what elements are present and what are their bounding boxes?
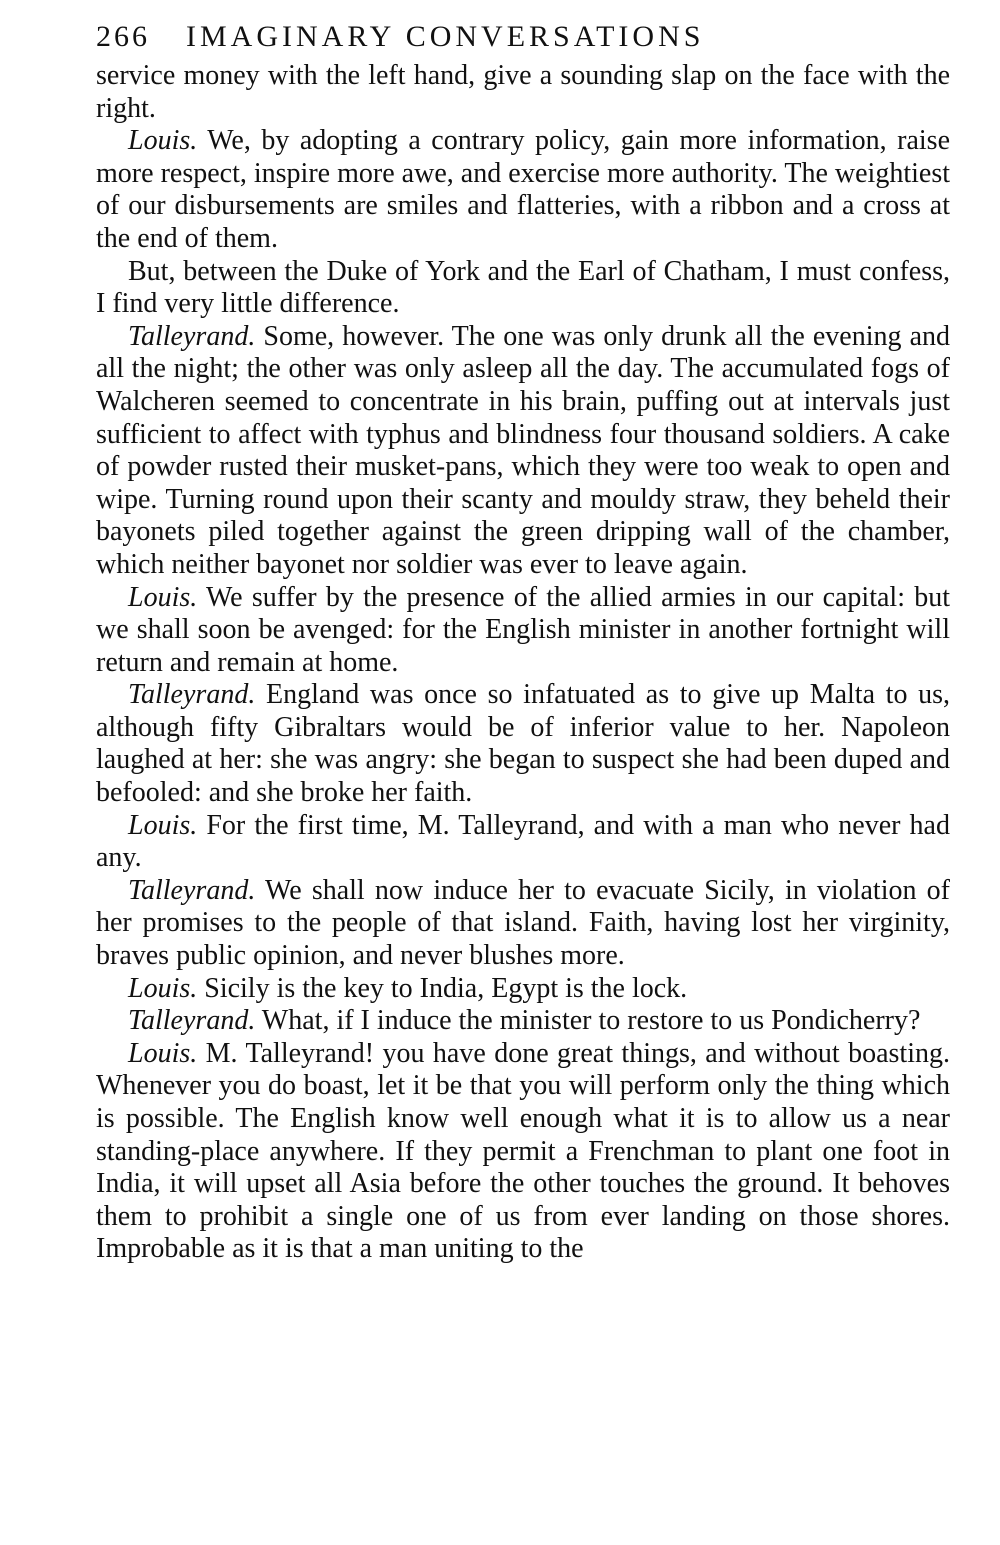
paragraph bbox=[96, 125, 950, 255]
speaker-name: Louis. bbox=[128, 581, 198, 613]
page-number: 266 bbox=[96, 20, 150, 53]
paragraph bbox=[96, 679, 950, 809]
running-header bbox=[96, 14, 950, 60]
paragraph-text: Some, however. The one was only drunk all the evening and all the night; the other was only asleep all the day. The accumulated fogs of Walcheren seemed to concentrate in his brain, puffing out at intervals just sufficient to affect with typhus and blindness four thousand soldiers. A cake of powder rusted their musket-pans, which they were too weak to open and wipe. Turning round upon their scanty and mouldy straw, they beheld their bayonets piled together against the green dripping wall of the chamber, which neither bayonet nor soldier was ever to leave again. bbox=[96, 320, 950, 580]
paragraph-text: For the first time, M. Talleyrand, and with a man who never had any. bbox=[96, 809, 950, 874]
speaker-name: Talleyrand. bbox=[128, 679, 256, 711]
paragraph-text: We, by adopting a contrary policy, gain more information, raise more respect, inspire more awe, and exercise more authority. The weightiest of our disbursements are smiles and flatteries, with a ribbon and a cross at the end of them. bbox=[96, 125, 950, 254]
paragraph-text: England was once so infatuated as to give up Malta to us, although fifty Gibraltars would be of inferior value to her. Napoleon laughed at her: she was angry: she began to suspect she had been duped and befooled: and she broke her faith. bbox=[96, 679, 950, 809]
paragraph bbox=[96, 1005, 950, 1038]
paragraph bbox=[96, 875, 950, 973]
paragraph bbox=[96, 810, 950, 875]
paragraph bbox=[96, 321, 950, 582]
paragraph-text: We shall now induce her to evacuate Sicily, in violation of her promises to the people of that island. Faith, having lost her virginity, braves public opinion, and never blushes more. bbox=[96, 874, 950, 972]
book-page bbox=[96, 14, 950, 1266]
paragraph-text: M. Talleyrand! you have done great things, and without boasting. Whenever you do boast, let it be that you will perform only the thing which is possible. The English know well enough what it is to allow us a near standing-place anywhere. If they permit a Frenchman to plant one foot in India, it will upset all Asia before the other touches the ground. It behoves them to prohibit a single one of us from ever landing on those shores. Improbable as it is that a man uniting to the bbox=[96, 1037, 950, 1265]
paragraph-text: We suffer by the presence of the allied armies in our capital: but we shall soon be avenged: for the English minister in another fortnight will return and remain at home. bbox=[96, 581, 950, 678]
speaker-name: Talleyrand. bbox=[128, 1005, 256, 1037]
paragraph bbox=[96, 1038, 950, 1266]
paragraph-text: But, between the Duke of York and the Earl of Chatham, I must confess, I find very little difference. bbox=[96, 255, 950, 320]
paragraph-text: service money with the left hand, give a sounding slap on the face with the right. bbox=[96, 60, 950, 124]
speaker-name: Louis. bbox=[128, 972, 198, 1004]
running-title: IMAGINARY CONVERSATIONS bbox=[186, 20, 705, 53]
speaker-name: Talleyrand. bbox=[128, 874, 256, 906]
paragraph-text: Sicily is the key to India, Egypt is the lock. bbox=[197, 972, 688, 1004]
paragraph bbox=[96, 60, 950, 125]
paragraph bbox=[96, 256, 950, 321]
body-text bbox=[96, 60, 950, 1266]
paragraph bbox=[96, 973, 950, 1006]
paragraph bbox=[96, 582, 950, 680]
speaker-name: Louis. bbox=[128, 125, 198, 157]
speaker-name: Louis. bbox=[128, 1037, 198, 1069]
paragraph-text: What, if I induce the minister to restore to us Pondicherry? bbox=[255, 1005, 921, 1037]
speaker-name: Talleyrand. bbox=[128, 320, 256, 352]
speaker-name: Louis. bbox=[128, 809, 198, 841]
